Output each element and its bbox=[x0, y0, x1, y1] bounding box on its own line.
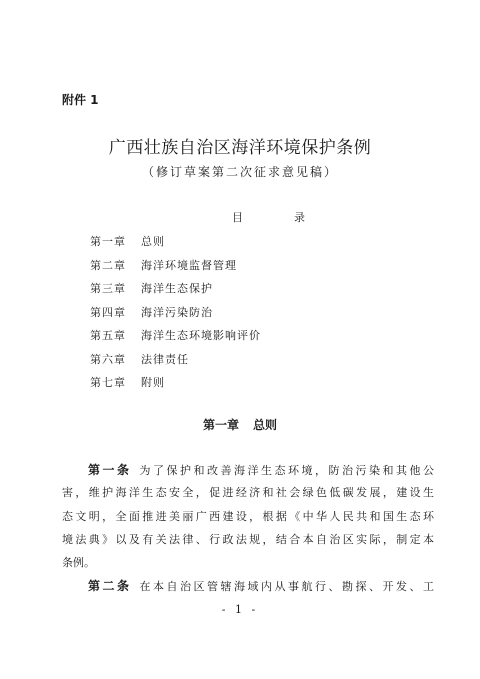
toc-item[interactable] bbox=[90, 304, 261, 328]
article-text: 在本自治区管辖海域内从事航行、勘探、开发、工 bbox=[139, 580, 434, 593]
toc-item[interactable] bbox=[90, 280, 261, 304]
document-title: 广西壮族自治区海洋环境保护条例 bbox=[108, 138, 372, 158]
toc-item-name: 总则 bbox=[141, 235, 165, 248]
toc-item[interactable] bbox=[90, 374, 261, 398]
document-subtitle: （修订草案第二次征求意见稿） bbox=[141, 165, 338, 179]
article-line bbox=[62, 461, 434, 484]
toc-item-number: 第三章 bbox=[90, 282, 126, 295]
article-line: 态文明，全面推进美丽广西建设，根据《中华人民共和国生态环 bbox=[62, 509, 434, 523]
toc-item-name: 法律责任 bbox=[141, 352, 189, 366]
toc-item[interactable] bbox=[90, 351, 261, 375]
toc-item[interactable] bbox=[90, 257, 261, 281]
article-line: 境法典》以及有关法律、行政法规，结合本自治区实际，制定本 bbox=[62, 532, 434, 546]
article-label: 第二条 bbox=[88, 579, 132, 593]
toc-item-name: 海洋污染防治 bbox=[141, 305, 213, 319]
article-line: 条例。 bbox=[62, 556, 95, 570]
toc-item-name: 海洋生态环境影响评价 bbox=[141, 329, 261, 342]
toc-item[interactable] bbox=[90, 233, 261, 257]
chapter-name: 总则 bbox=[253, 418, 278, 432]
article-line bbox=[62, 577, 434, 600]
table-of-contents bbox=[90, 233, 261, 398]
toc-item-number: 第六章 bbox=[90, 352, 126, 366]
toc-item-name: 海洋生态保护 bbox=[141, 282, 213, 295]
toc-item-number: 第四章 bbox=[90, 305, 126, 319]
toc-item-number: 第一章 bbox=[90, 235, 126, 248]
article-text: 为了保护和改善海洋生态环境，防治污染和其他公 bbox=[139, 464, 434, 477]
toc-item-name: 海洋环境监督管理 bbox=[141, 258, 237, 272]
attachment-label: 附件 1 bbox=[62, 93, 99, 107]
toc-item[interactable] bbox=[90, 327, 261, 351]
toc-item-number: 第五章 bbox=[90, 329, 126, 342]
toc-heading: 目 录 bbox=[232, 211, 325, 224]
article-1 bbox=[62, 461, 434, 577]
toc-item-number: 第二章 bbox=[90, 258, 126, 272]
article-line: 害，维护海洋生态安全，促进经济和社会绿色低碳发展，建设生 bbox=[62, 486, 434, 500]
article-label: 第一条 bbox=[88, 463, 132, 477]
chapter-number: 第一章 bbox=[202, 418, 239, 432]
toc-item-number: 第七章 bbox=[90, 376, 126, 389]
toc-item-name: 附则 bbox=[141, 376, 165, 389]
article-2 bbox=[62, 577, 434, 600]
chapter-heading bbox=[0, 416, 480, 433]
page-number: - 1 - bbox=[221, 603, 259, 616]
